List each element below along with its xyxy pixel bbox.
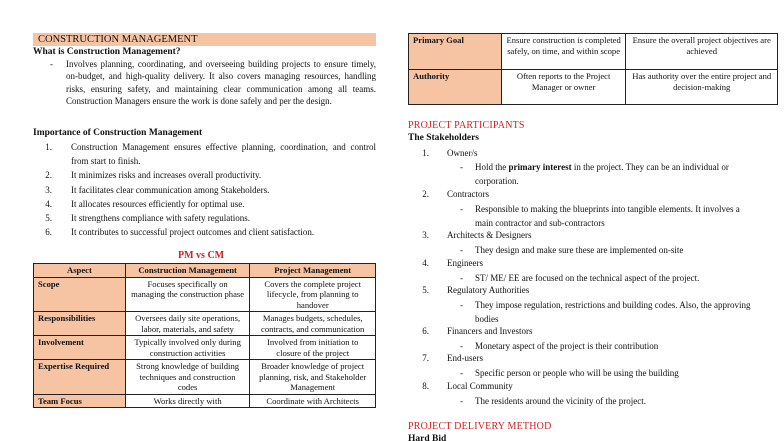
what-paragraph: Involves planning, coordinating, and overseeing building projects to ensure timely, on-budget, and high-quality delivery. It also covers managing resources, handling risks, ensuring safety, and maintaining clear communication among all teams. Construction Managers ensure the work is done safely and per the design. [66,59,376,107]
participant-name: Engineers [447,258,483,268]
pm-cell: Involved from initiation to closure of the project [250,336,376,360]
desc-text: The residents around the vicinity of the project. [475,396,646,406]
importance-heading: Importance of Construction Management [33,128,203,138]
table-row [34,277,376,312]
participant-name: Financers and Investors [447,326,533,336]
list-text: It allocates resources efficiently for optimal use. [71,198,245,209]
list-number: 2. [45,170,52,181]
desc-text: They impose regulation, restrictions and building codes. Also, the approving bodies [475,300,751,324]
table-header-row [34,264,376,278]
cm-cell: Typically involved only during construction activities [125,336,250,360]
bullet-dash: - [460,368,463,378]
table-row [409,70,778,105]
desc-text: Hold the [475,162,509,172]
desc-text: in the project. They can be an individual or corporation. [475,162,729,186]
aspect-cell: Responsibilities [34,312,126,336]
comparison-table [33,263,376,408]
cm-cell: Strong knowledge of building techniques and construction codes [125,360,250,395]
pm-vs-cm-title: PM vs CM [178,250,225,261]
list-number: 5. [45,212,52,223]
bullet-dash: - [460,341,463,351]
participant-name: Local Community [447,381,513,391]
bullet-dash: - [50,59,53,69]
participant-item [413,230,531,240]
cm-cell: Often reports to the Project Manager or owner [501,70,626,105]
participant-item [413,326,532,336]
cm-cell: Oversees daily site operations, labor, materials, and safety [125,312,250,336]
list-number: 3. [422,230,429,240]
participant-item [413,285,529,295]
list-number: 4. [422,258,429,268]
list-item [38,168,376,182]
list-number: 1. [422,148,429,158]
what-heading: What is Construction Management? [33,47,181,57]
pm-cell: Ensure the overall project objectives are achieved [626,34,778,70]
aspect-cell: Involvement [34,336,126,360]
aspect-cell: Team Focus [34,394,126,408]
stakeholders-heading: The Stakeholders [408,133,479,143]
list-item [38,211,376,225]
list-number: 2. [422,189,429,199]
desc-text: They design and make sure these are implemented on-site [475,245,684,255]
bullet-dash: - [460,245,463,255]
list-text: It strengthens compliance with safety regulations. [71,212,250,223]
delivery-title: PROJECT DELIVERY METHOD [408,421,552,432]
list-text: It contributes to successful project outcomes and client satisfaction. [71,227,315,238]
desc-text: Responsible to making the blueprints into tangible elements. It involves a main contractor and sub-contractors [475,204,740,228]
aspect-cell: Scope [34,277,126,312]
list-text: It facilitates clear communication among Stakeholders. [71,184,270,195]
participant-item [413,189,489,199]
list-number: 1. [45,142,52,152]
pm-cell: Covers the complete project lifecycle, from planning to handover [250,277,376,312]
list-number: 8. [422,381,429,391]
list-item [38,225,376,239]
column-header: Aspect [34,264,126,278]
bullet-dash: - [460,300,463,310]
participant-item [413,353,483,363]
participant-name: Contractors [447,189,489,199]
participant-item [413,381,513,391]
comparison-table-continued [408,33,778,105]
table-row [34,360,376,395]
pm-cell: Has authority over the entire project and decision-making [626,70,778,105]
list-number: 4. [45,198,52,209]
cm-cell: Focuses specifically on managing the construction phase [125,277,250,312]
bullet-dash: - [460,396,463,406]
participant-item [413,258,483,268]
participant-name: Architects & Designers [447,230,532,240]
table-row [34,336,376,360]
desc-text: Monetary aspect of the project is their contribution [475,341,659,351]
list-item [38,183,376,197]
list-number: 6. [45,227,52,238]
participant-name: Regulatory Authorities [447,285,530,295]
list-text: Construction Management ensures effective planning, coordination, and control from start to finish. [71,142,376,167]
desc-emphasis: primary interest [508,162,572,172]
pm-cell: Coordinate with Architects [250,394,376,408]
list-text: It minimizes risks and increases overall productivity. [71,170,262,181]
aspect-cell: Primary Goal [409,34,502,70]
table-row [34,312,376,336]
aspect-cell: Authority [409,70,502,105]
desc-text: Specific person or people who will be using the building [475,368,679,378]
aspect-cell: Expertise Required [34,360,126,395]
section-banner: CONSTRUCTION MANAGEMENT [33,33,376,46]
cm-cell: Works directly with [125,394,250,408]
participant-name: Owner/s [447,148,478,158]
desc-text: ST/ ME/ EE are focused on the technical aspect of the project. [475,273,700,283]
participant-name: End-users [447,353,483,363]
delivery-subheading: Hard Bid [408,434,447,441]
bullet-dash: - [460,204,463,214]
participant-item [413,148,478,158]
list-number: 6. [422,326,429,336]
list-number: 5. [422,285,429,295]
list-item [38,140,376,168]
pm-cell: Manages budgets, schedules, contracts, and communication [250,312,376,336]
list-number: 3. [45,184,52,195]
list-number: 7. [422,353,429,363]
list-item [38,197,376,211]
importance-list [38,140,376,239]
column-header: Construction Management [125,264,250,278]
column-header: Project Management [250,264,376,278]
table-row [34,394,376,408]
bullet-dash: - [460,162,463,172]
participants-title: PROJECT PARTICIPANTS [408,120,525,131]
bullet-dash: - [460,273,463,283]
pm-cell: Broader knowledge of project planning, risk, and Stakeholder Management [250,360,376,395]
cm-cell: Ensure construction is completed safely, on time, and within scope [501,34,626,70]
table-row [409,34,778,70]
